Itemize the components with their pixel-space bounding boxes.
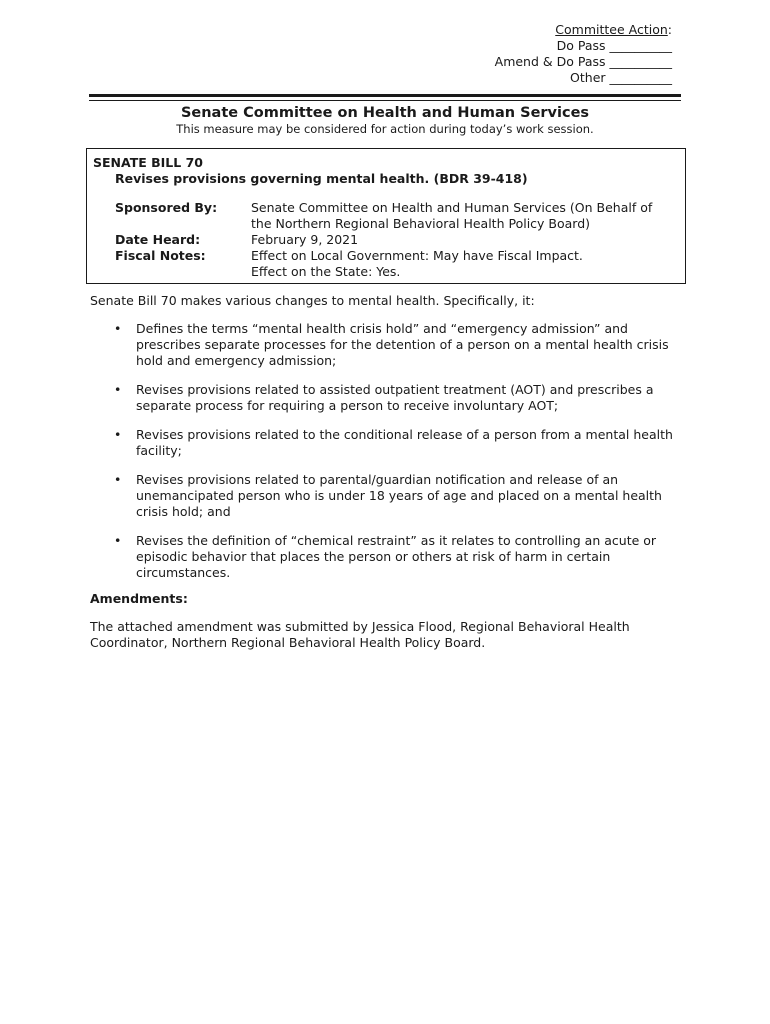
bill-number: SENATE BILL 70 — [93, 155, 203, 170]
list-item — [90, 533, 685, 581]
bill-title: Revises provisions governing mental health. (BDR 39-418) — [115, 171, 528, 186]
bullet-icon: • — [114, 321, 122, 336]
bullet-icon: • — [114, 427, 122, 442]
amendments-text: The attached amendment was submitted by Jessica Flood, Regional Behavioral Health Coordinator, Northern Regional Behavioral Health Policy Board. — [90, 619, 630, 650]
committee-action-colon: : — [667, 22, 672, 37]
committee-action-block — [495, 22, 672, 86]
bullet-icon: • — [114, 533, 122, 548]
fiscal-notes-label: Fiscal Notes: — [115, 248, 206, 263]
list-item-text: Revises provisions related to parental/guardian notification and release of an unemancipated person who is under 18 years of age and placed on a mental health crisis hold; and — [136, 472, 662, 519]
header-divider — [89, 94, 681, 101]
list-item-text: Defines the terms “mental health crisis hold” and “emergency admission” and prescribes separate processes for the detention of a person on a mental health crisis hold and emergency admission; — [136, 321, 669, 368]
list-item — [90, 382, 685, 414]
fiscal-state-value: Effect on the State: Yes. — [251, 264, 401, 279]
date-heard-label: Date Heard: — [115, 232, 201, 247]
other-line: Other __________ — [570, 70, 672, 85]
committee-action-title: Committee Action — [555, 22, 668, 37]
do-pass-line: Do Pass __________ — [556, 38, 672, 53]
summary-intro: Senate Bill 70 makes various changes to mental health. Specifically, it: — [90, 293, 535, 308]
work-session-note: This measure may be considered for action during today’s work session. — [176, 122, 594, 136]
sponsored-by-label: Sponsored By: — [115, 200, 218, 215]
list-item-text: Revises the definition of “chemical restraint” as it relates to controlling an acute or episodic behavior that places the person or others at risk of harm in certain circumstances. — [136, 533, 657, 580]
summary-list — [90, 321, 685, 581]
amend-do-pass-line: Amend & Do Pass __________ — [494, 54, 672, 69]
amendments-heading: Amendments: — [90, 591, 188, 606]
list-item — [90, 472, 685, 520]
fiscal-local-value: Effect on Local Government: May have Fiscal Impact. — [251, 248, 583, 263]
committee-name: Senate Committee on Health and Human Services — [180, 105, 590, 121]
bullet-icon: • — [114, 382, 122, 397]
list-item — [90, 427, 685, 459]
list-item-text: Revises provisions related to the conditional release of a person from a mental health facility; — [136, 427, 673, 458]
bill-info-box — [86, 148, 686, 284]
committee-action-header — [495, 22, 672, 38]
list-item — [90, 321, 685, 369]
bullet-icon: • — [114, 472, 122, 487]
sponsored-by-value: Senate Committee on Health and Human Services (On Behalf of the Northern Regional Behavioral Health Policy Board) — [251, 200, 653, 231]
list-item-text: Revises provisions related to assisted outpatient treatment (AOT) and prescribes a separate process for requiring a person to receive involuntary AOT; — [136, 382, 654, 413]
date-heard-value: February 9, 2021 — [251, 232, 359, 247]
